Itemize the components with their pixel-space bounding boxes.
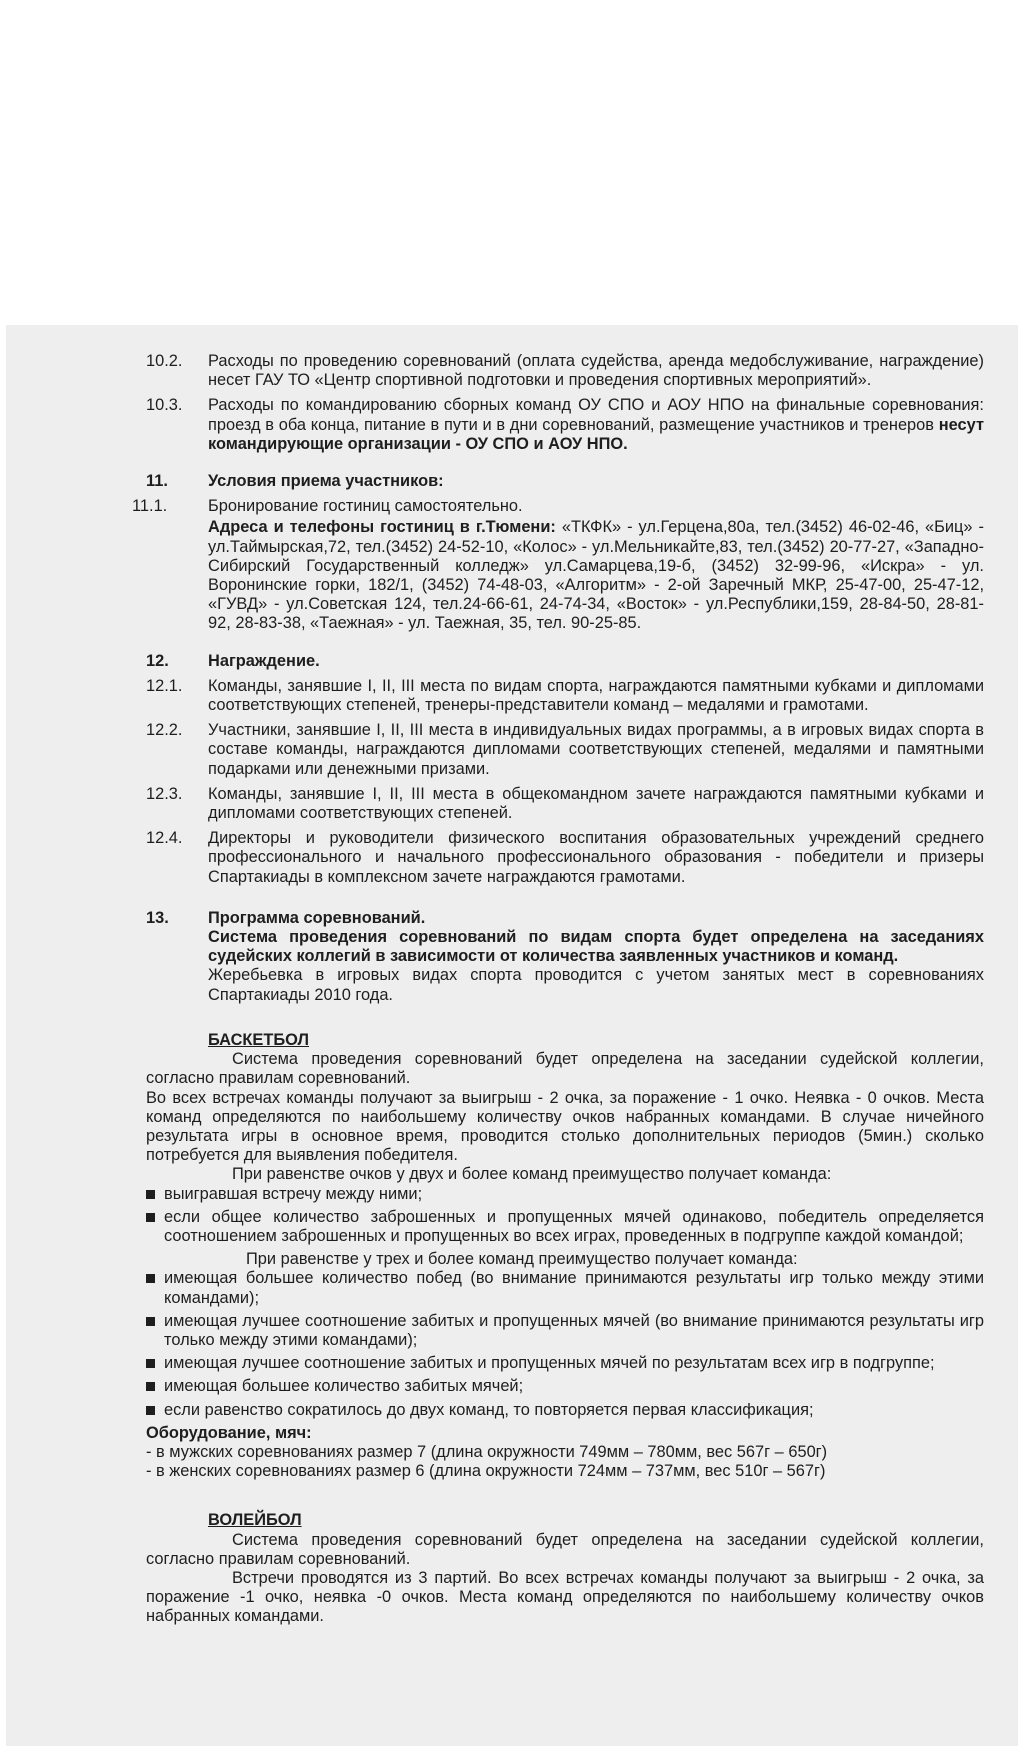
hotels-paragraph (146, 518, 984, 633)
clause-text: Расходы по командированию сборных команд ОУ СПО и АОУ НПО на финальные соревнования: проезд в оба конца, питание в пути и в дни соревнований, размещение участников и тренеров (208, 396, 984, 434)
bullet-square-icon (146, 1274, 155, 1283)
clause-number: 10.2. (146, 352, 183, 370)
bullet-square-icon (146, 1317, 155, 1326)
list-item: выигравшая встречу между ними; (146, 1185, 984, 1204)
section-title: Программа соревнований. (208, 908, 426, 927)
bullet-square-icon (146, 1190, 155, 1199)
equipment-women: - в женских соревнованиях размер 6 (длина окружности 724мм – 737мм, вес 510г – 567г) (146, 1462, 826, 1481)
volleyball-points-text: Встречи проводятся из 3 партий. Во всех встречах команды получают за выигрыш - 2 очка, за поражение -1 очко, неявка -0 очков. Места команд определяются по наибольшему количеству очков набранных командами. (146, 1568, 984, 1626)
hotels-text: «ТКФК» - ул.Герцена,80а, тел.(3452) 46-02-46, «Биц» - ул.Таймырская,72, тел.(3452) 24-52-10, «Колос» - ул.Мельникайте,83, тел.(3452) 20-77-27, «Западно-Сибирский Государственный колледж» ул.Самарцева,19-б, (3452) 32-99-96, «Искра» - ул. Воронинские горки, 182/1, (3452) 74-48-03, «Алгоритм» - 2-ой Заречный МКР, 25-47-00, 25-47-12, «ГУВД» - ул.Советская 124, тел.24-66-61, 24-74-34, «Восток» - ул.Республики,159, 28-84-50, 28-81-92, 28-83-38, «Таежная» - ул. Таежная, 35, тел. 90-25-85. (208, 518, 984, 633)
clause-10-2 (146, 352, 984, 390)
list-item: имеющая большее количество забитых мячей; (146, 1377, 984, 1396)
clause-number: 12.1. (146, 676, 183, 695)
clause-number: 11.1. (132, 497, 168, 516)
clause-number: 10.3. (146, 396, 183, 415)
clause-text: Участники, занявшие I, II, III места в индивидуальных видах программы, а в игровых видах спорта в составе команды, награждаются дипломами соответствующих степеней, медалями и памятными подарками или денежными призами. (208, 721, 984, 778)
section-11-heading (146, 472, 984, 491)
bullet-square-icon (146, 1359, 155, 1368)
three-teams-intro: При равенстве у трех и более команд преимущество получает команда: (246, 1250, 798, 1269)
equipment-title: Оборудование, мяч: (146, 1423, 312, 1442)
clause-12-3 (146, 785, 984, 823)
section-title: Условия приема участников: (208, 472, 444, 491)
document-body (132, 352, 984, 1627)
bullet-square-icon (146, 1382, 155, 1391)
program-system-text: Система проведения соревнований по видам спорта будет определена на заседаниях судейских коллегий в зависимости от количества заявленных участников и команд. (208, 928, 984, 966)
list-item: имеющая большее количество побед (во внимание принимаются результаты игр только между этими командами); (146, 1269, 984, 1307)
hotels-label: Адреса и телефоны гостиниц в г.Тюмени: (208, 518, 556, 537)
clause-text: Бронирование гостиниц самостоятельно. (208, 497, 523, 516)
clause-text: Команды, занявшие I, II, III места в общекомандном зачете награждаются памятными кубками и дипломами соответствующих степеней. (208, 784, 984, 823)
section-12-heading (146, 652, 984, 671)
clause-number: 12.3. (146, 784, 183, 803)
basketball-title: БАСКЕТБОЛ (208, 1030, 309, 1049)
clause-10-3 (146, 396, 984, 454)
section-title: Награждение. (208, 651, 320, 670)
section-number: 13. (146, 908, 169, 927)
bullet-square-icon (146, 1406, 155, 1415)
clause-12-1 (146, 677, 984, 715)
list-item: имеющая лучшее соотношение забитых и пропущенных мячей по результатам всех игр в подгруппе; (146, 1354, 984, 1373)
section-13-text (146, 966, 984, 1004)
clause-number: 12.4. (146, 829, 183, 848)
basketball-section (146, 1050, 984, 1481)
list-item: если равенство сократилось до двух команд, то повторяется первая классификация; (146, 1401, 984, 1420)
bullet-square-icon (146, 1213, 155, 1222)
draw-text: Жеребьевка в игровых видах спорта проводится с учетом занятых мест в соревнованиях Спартакиады 2010 года. (208, 966, 984, 1004)
equipment-men: - в мужских соревнованиях размер 7 (длина окружности 749мм – 780мм, вес 567г – 650г) (146, 1442, 828, 1461)
volleyball-section (146, 1530, 984, 1627)
clause-12-4 (146, 829, 984, 887)
clause-11-1 (132, 497, 984, 516)
basketball-system-text: Система проведения соревнований будет определена на заседании судейской коллегии, согласно правилам соревнований. (146, 1050, 984, 1088)
volleyball-title: ВОЛЕЙБОЛ (208, 1511, 302, 1530)
clause-text: Команды, занявшие I, II, III места по видам спорта, награждаются памятными кубками и дипломами соответствующих степеней, тренеры-представители команд – медалями и грамотами. (208, 676, 984, 715)
clause-12-2 (146, 721, 984, 779)
clause-number: 12.2. (146, 721, 183, 740)
clause-text: Директоры и руководители физического воспитания образовательных учреждений среднего профессионального и начального профессионального образования - победители и призеры Спартакиады в комплексном зачете награждаются грамотами. (208, 829, 984, 886)
section-number: 11. (146, 472, 168, 491)
clause-bold-text: несут командирующие организации - ОУ СПО и АОУ НПО. (208, 415, 984, 453)
list-item: если общее количество заброшенных и пропущенных мячей одинаково, победитель определяется соотношением заброшенных и пропущенных во всех играх, проведенных в подгруппе каждой командой; (146, 1208, 984, 1246)
basketball-points-text: Во всех встречах команды получают за выигрыш - 2 очка, за поражение - 1 очко. Неявка - 0 очков. Места команд определяются по наибольшему количеству очков набранных командами. В случае ничейного результата игры в основное время, проводится столько дополнительных периодов (5мин.) сколько потребуется для выявления победителя. (146, 1088, 984, 1165)
section-13-heading (146, 909, 984, 928)
two-teams-intro: При равенстве очков у двух и более команд преимущество получает команда: (232, 1165, 832, 1184)
volleyball-system-text: Система проведения соревнований будет определена на заседании судейской коллегии, согласно правилам соревнований. (146, 1530, 984, 1568)
clause-text: Расходы по проведению соревнований (оплата судейства, аренда медобслуживание, награждение) несет ГАУ ТО «Центр спортивной подготовки и проведения спортивных мероприятий». (208, 352, 984, 390)
list-item: имеющая лучшее соотношение забитых и пропущенных мячей (во внимание принимаются результаты игр только между этими командами); (146, 1312, 984, 1350)
section-13-bold-text (146, 928, 984, 966)
section-number: 12. (146, 651, 169, 670)
